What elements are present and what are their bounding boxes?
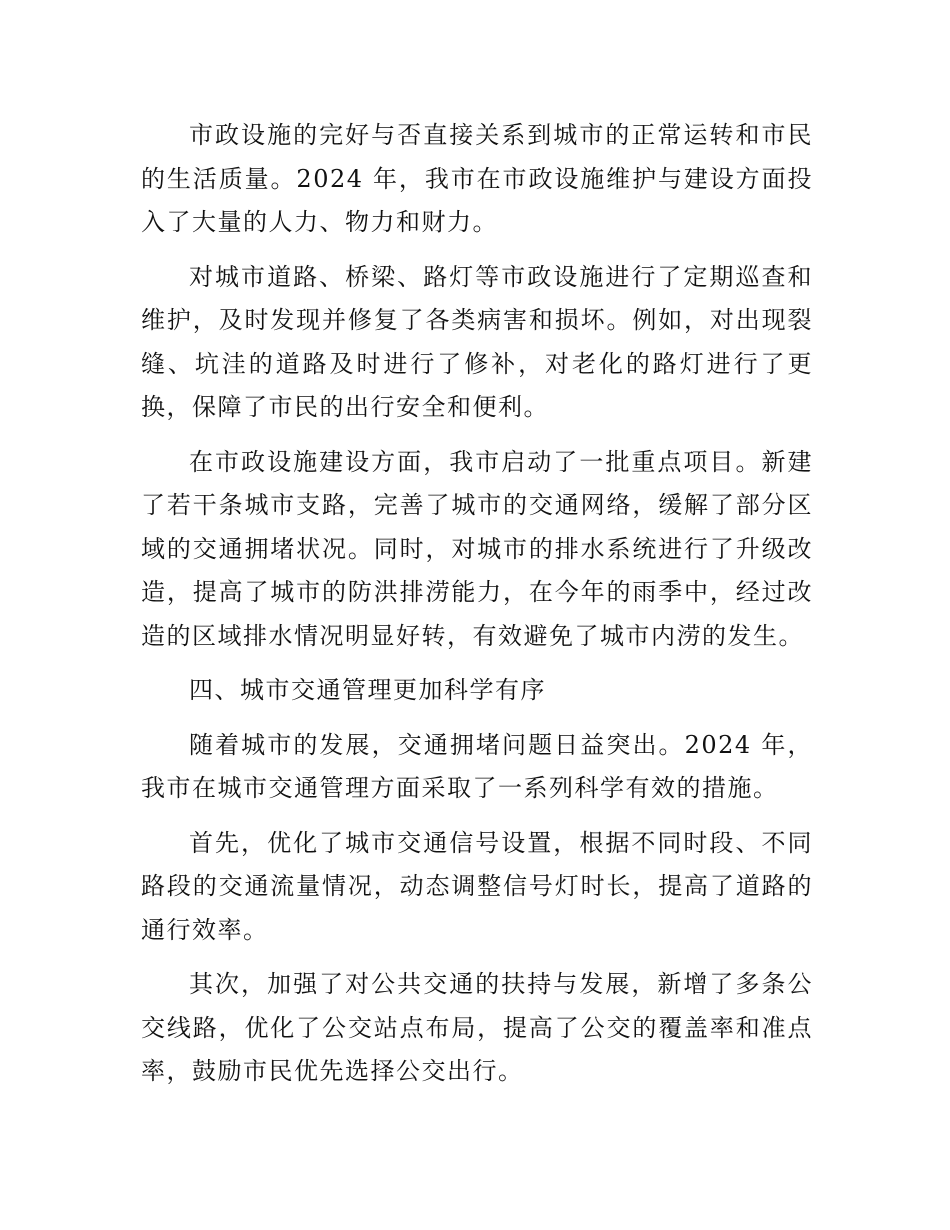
paragraph-public-transit: 其次，加强了对公共交通的扶持与发展，新增了多条公交线路，优化了公交站点布局，提高了公交的覆盖率和准点率，鼓励市民优先选择公交出行。 <box>141 970 813 1085</box>
paragraph-facility-maintenance: 对城市道路、桥梁、路灯等市政设施进行了定期巡查和维护，及时发现并修复了各类病害和损坏。例如，对出现裂缝、坑洼的道路及时进行了修补，对老化的路灯进行了更换，保障了市民的出行安全和便利。 <box>141 262 813 421</box>
paragraph-signal-optimization: 首先，优化了城市交通信号设置，根据不同时段、不同路段的交通流量情况，动态调整信号灯时长，提高了道路的通行效率。 <box>141 828 813 944</box>
section-heading-traffic-management: 四、城市交通管理更加科学有序 <box>189 676 546 704</box>
paragraph-facility-construction: 在市政设施建设方面，我市启动了一批重点项目。新建了若干条城市支路，完善了城市的交通网络，缓解了部分区域的交通拥堵状况。同时，对城市的排水系统进行了升级改造，提高了城市的防洪排涝能力，在今年的雨季中，经过改造的区域排水情况明显好转，有效避免了城市内涝的发生。 <box>141 447 813 650</box>
document-body <box>141 114 813 1105</box>
paragraph-traffic-intro: 随着城市的发展，交通拥堵问题日益突出。2024 年，我市在城市交通管理方面采取了一系列科学有效的措施。 <box>141 730 813 802</box>
paragraph-municipal-facilities-intro: 市政设施的完好与否直接关系到城市的正常运转和市民的生活质量。2024 年，我市在市政设施维护与建设方面投入了大量的人力、物力和财力。 <box>141 121 813 236</box>
